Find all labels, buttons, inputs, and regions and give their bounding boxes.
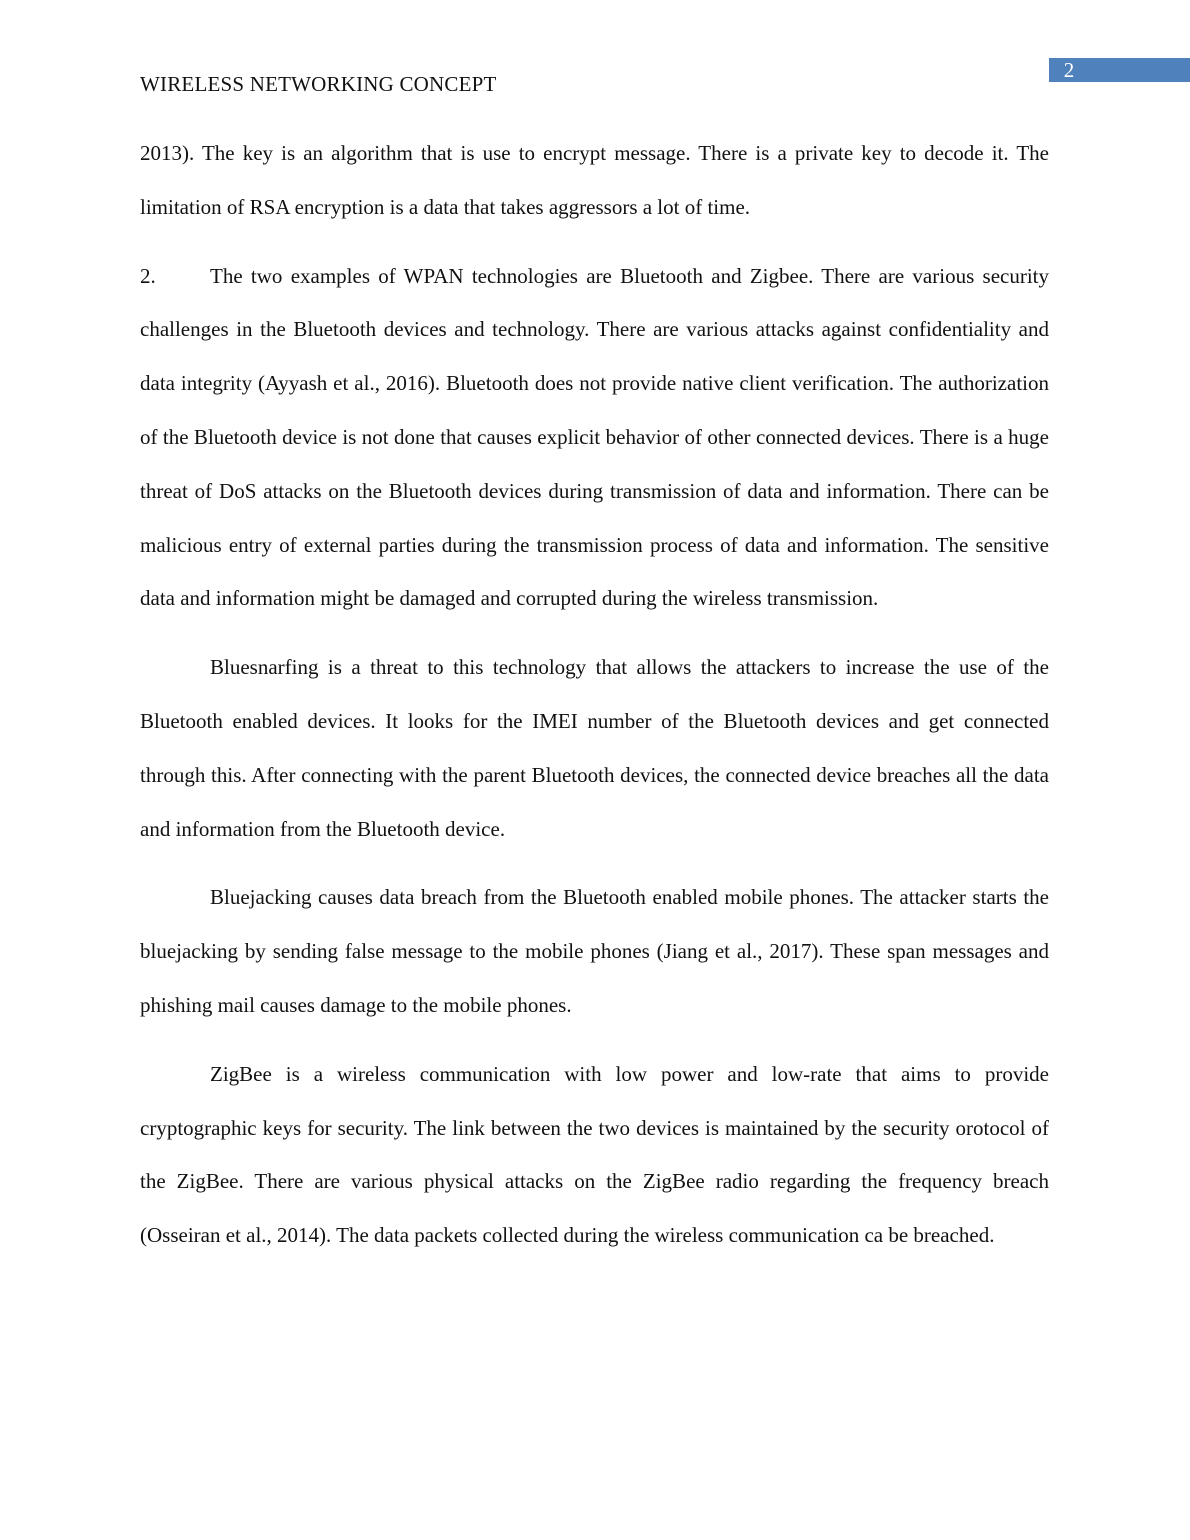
paragraph-zigbee: ZigBee is a wireless communication with low power and low-rate that aims to provide cryptographic keys for security. The link between the two devices is maintained by the security orotocol of the ZigBee. There are various physical attacks on the ZigBee radio regarding the frequency breach (Osseiran et al., 2014). The data packets collected during the wireless communication ca be breached. [140, 1061, 1049, 1248]
running-head: WIRELESS NETWORKING CONCEPT [140, 72, 497, 96]
paragraph-continuation: 2013). The key is an algorithm that is use to encrypt message. There is a private key to decode it. The limitation of RSA encryption is a data that takes aggressors a lot of time. [140, 141, 1049, 219]
page-number: 2 [1063, 58, 1075, 82]
paragraph-bluejacking: Bluejacking causes data breach from the Bluetooth enabled mobile phones. The attacker starts the bluejacking by sending false message to the mobile phones (Jiang et al., 2017). These span messages and phishing mail causes damage to the mobile phones. [140, 885, 1049, 1017]
document-body [140, 127, 1049, 1278]
paragraph-numbered-2 [140, 250, 1049, 627]
list-number: 2. [140, 263, 156, 288]
paragraph-bluesnarfing: Bluesnarfing is a threat to this technology that allows the attackers to increase the use of the Bluetooth enabled devices. It looks for the IMEI number of the Bluetooth devices and get connected through this. After connecting with the parent Bluetooth devices, the connected device breaches all the data and information from the Bluetooth device. [140, 655, 1049, 841]
paragraph-text: The two examples of WPAN technologies are Bluetooth and Zigbee. There are various security challenges in the Bluetooth devices and technology. There are various attacks against confidentiality and data integrity (Ayyash et al., 2016). Bluetooth does not provide native client verification. The authorization of the Bluetooth device is not done that causes explicit behavior of other connected devices. There is a huge threat of DoS attacks on the Bluetooth devices during transmission of data and information. There can be malicious entry of external parties during the transmission process of data and information. The sensitive data and information might be damaged and corrupted during the wireless transmission. [140, 263, 1049, 611]
